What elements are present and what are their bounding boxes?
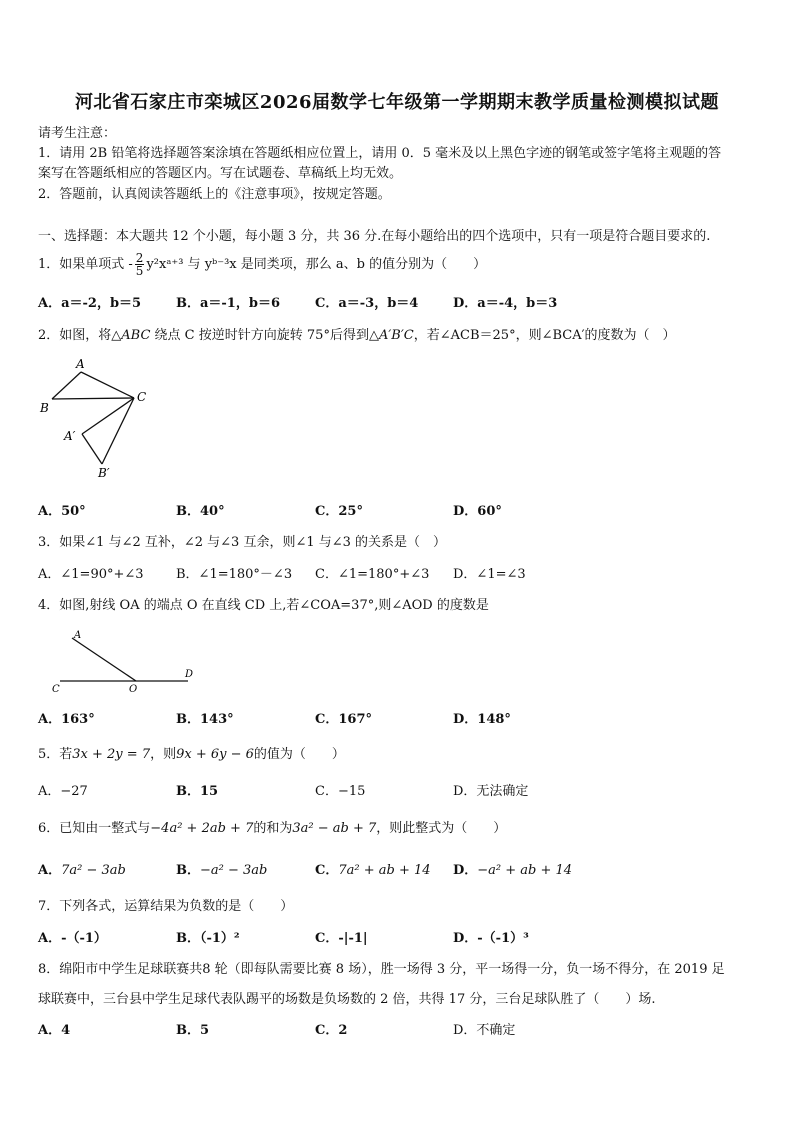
q7-option-d: D．-（-1）³ [453,931,529,946]
label-b-prime: B′ [98,466,110,480]
question-8-line-1: 8．绵阳市中学生足球联赛共8 轮（即每队需要比赛 8 场），胜一场得 3 分，平一场得一分，负一场不得分，在 2019 足 [38,962,725,977]
segment-a1c [82,398,134,434]
q1-option-b: B．a＝-1，b＝6 [176,296,280,311]
question-2-text-b: 绕点 C 按逆时针方向旋转 75°后得到 [150,328,369,343]
q4-option-d: D．148° [453,712,511,727]
ray-oa [72,638,136,681]
monomial-1: y²xᵃ⁺³ [146,257,184,272]
option-label: B． [176,863,200,878]
segment-ac [81,372,134,398]
segment-bc [52,398,134,399]
label-c: C [52,684,60,695]
triangle-a1b1c: △A′B′C [368,328,414,343]
option-expression: 7a² − 3ab [61,863,126,878]
option-label: A． [38,863,62,878]
expression-2: 9x + 6y − 6 [176,747,254,762]
q6-option-c [315,859,431,878]
notice-item-1-line-2: 案写在答题纸相应的答题区内。写在试题卷、草稿纸上均无效。 [38,166,403,181]
q8-option-a: A．4 [38,1023,71,1038]
q2-option-c: C．25° [315,504,363,519]
label-a-prime: A′ [64,429,76,443]
option-label: C． [315,863,339,878]
q6-option-b [176,859,267,878]
triangle-abc: △ABC [111,328,151,343]
option-expression: 7a² + ab + 14 [338,863,431,878]
question-1 [38,252,486,277]
expression-1: −4a² + 2ab + 7 [150,821,254,836]
question-6-prefix: 6．已知由一整式与 [38,821,151,836]
q6-option-a [38,859,126,878]
q5-option-a: A．−27 [38,784,88,799]
question-2-text-a: 2．如图，将 [38,328,112,343]
q4-option-a: A．163° [38,712,95,727]
q5-option-c: C．−15 [315,784,366,799]
section-heading: 一、选择题：本大题共 12 个小题，每小题 3 分，共 36 分.在每小题给出的四个选项中，只有一项是符合题目要求的. [38,229,711,244]
q1-option-a: A．a＝-2，b＝5 [38,296,142,311]
option-label: D． [453,863,478,878]
notice-item-1-line-1: 1．请用 2B 铅笔将选择题答案涂填在答题纸相应位置上，请用 0．5 毫米及以上黑色字迹的钢笔或签字笔将主观题的答 [38,146,722,161]
question-5 [38,743,345,762]
q7-option-b: B．（-1）² [176,931,240,946]
label-c: C [137,390,147,404]
option-expression: −a² + ab + 14 [477,863,573,878]
q5-option-d: D．无法确定 [453,784,529,799]
q1-option-d: D．a＝-4，b＝3 [453,296,558,311]
question-5-suffix: 的值为（ ） [253,747,345,762]
q3-option-b: B．∠1=180°－∠3 [176,567,293,582]
question-4: 4．如图,射线 OA 的端点 O 在直线 CD 上,若∠COA=37°,则∠AOD 的度数是 [38,598,489,613]
question-2-text-c: ，若∠ACB＝25°，则∠BCA′的度数为（ ） [413,328,676,343]
q4-option-b: B．143° [176,712,234,727]
q3-option-a: A．∠1=90°+∠3 [38,567,144,582]
question-1-prefix: 1．如果单项式 - [38,257,133,272]
q1-option-c: C．a＝-3，b＝4 [315,296,419,311]
q8-option-b: B．5 [176,1023,210,1038]
q5-option-b: B．15 [176,784,219,799]
option-expression: −a² − 3ab [200,863,268,878]
fraction-denominator: 5 [135,264,144,278]
q4-option-c: C．167° [315,712,372,727]
question-1-suffix: 是同类项，那么 a、b 的值分别为（ ） [236,257,487,272]
equation-1: 3x + 2y = 7 [72,747,151,762]
question-1-mid: 与 [183,257,205,272]
q3-option-d: D．∠1=∠3 [453,567,526,582]
q2-option-d: D．60° [453,504,502,519]
label-b: B [40,401,49,415]
question-6 [38,817,506,836]
notice-heading: 请考生注意： [38,126,117,141]
q3-option-c: C．∠1=180°+∠3 [315,567,430,582]
question-8-line-2: 球联赛中，三台县中学生足球代表队踢平的场数是负场数的 2 倍，共得 17 分，三台足球队胜了（ ）场. [38,992,656,1007]
q8-option-d: D．不确定 [453,1023,516,1038]
question-6-mid: 的和为 [253,821,293,836]
q7-option-c: C．-|-1| [315,931,368,946]
fraction [135,252,145,277]
question-2 [38,324,676,343]
fraction-numerator: 2 [135,251,144,265]
page-title: 河北省石家庄市栾城区2026届数学七年级第一学期期末教学质量检测模拟试题 [74,92,720,113]
expression-2: 3a² − ab + 7 [292,821,377,836]
label-a: A [74,630,82,641]
label-d: D [185,669,194,680]
rotation-figure [36,352,166,482]
label-o: O [129,684,138,695]
q2-option-b: B．40° [176,504,225,519]
segment-ab [52,372,81,399]
segment-b1c [102,398,134,464]
question-5-prefix: 5．若 [38,747,73,762]
question-7: 7．下列各式，运算结果为负数的是（ ） [38,899,294,914]
q2-option-a: A．50° [38,504,86,519]
q6-option-d [453,859,572,878]
question-6-suffix: ，则此整式为（ ） [376,821,507,836]
ray-figure [48,628,208,698]
q8-option-c: C．2 [315,1023,348,1038]
notice-item-2: 2．答题前，认真阅读答题纸上的《注意事项》，按规定答题。 [38,187,391,202]
segment-a1b1 [82,434,102,464]
monomial-2: yᵇ⁻³x [204,257,237,272]
question-3: 3．如果∠1 与∠2 互补，∠2 与∠3 互余，则∠1 与∠3 的关系是（ ） [38,535,447,550]
label-a: A [76,357,85,371]
q7-option-a: A．-（-1） [38,931,107,946]
question-5-mid: ，则 [150,747,177,762]
